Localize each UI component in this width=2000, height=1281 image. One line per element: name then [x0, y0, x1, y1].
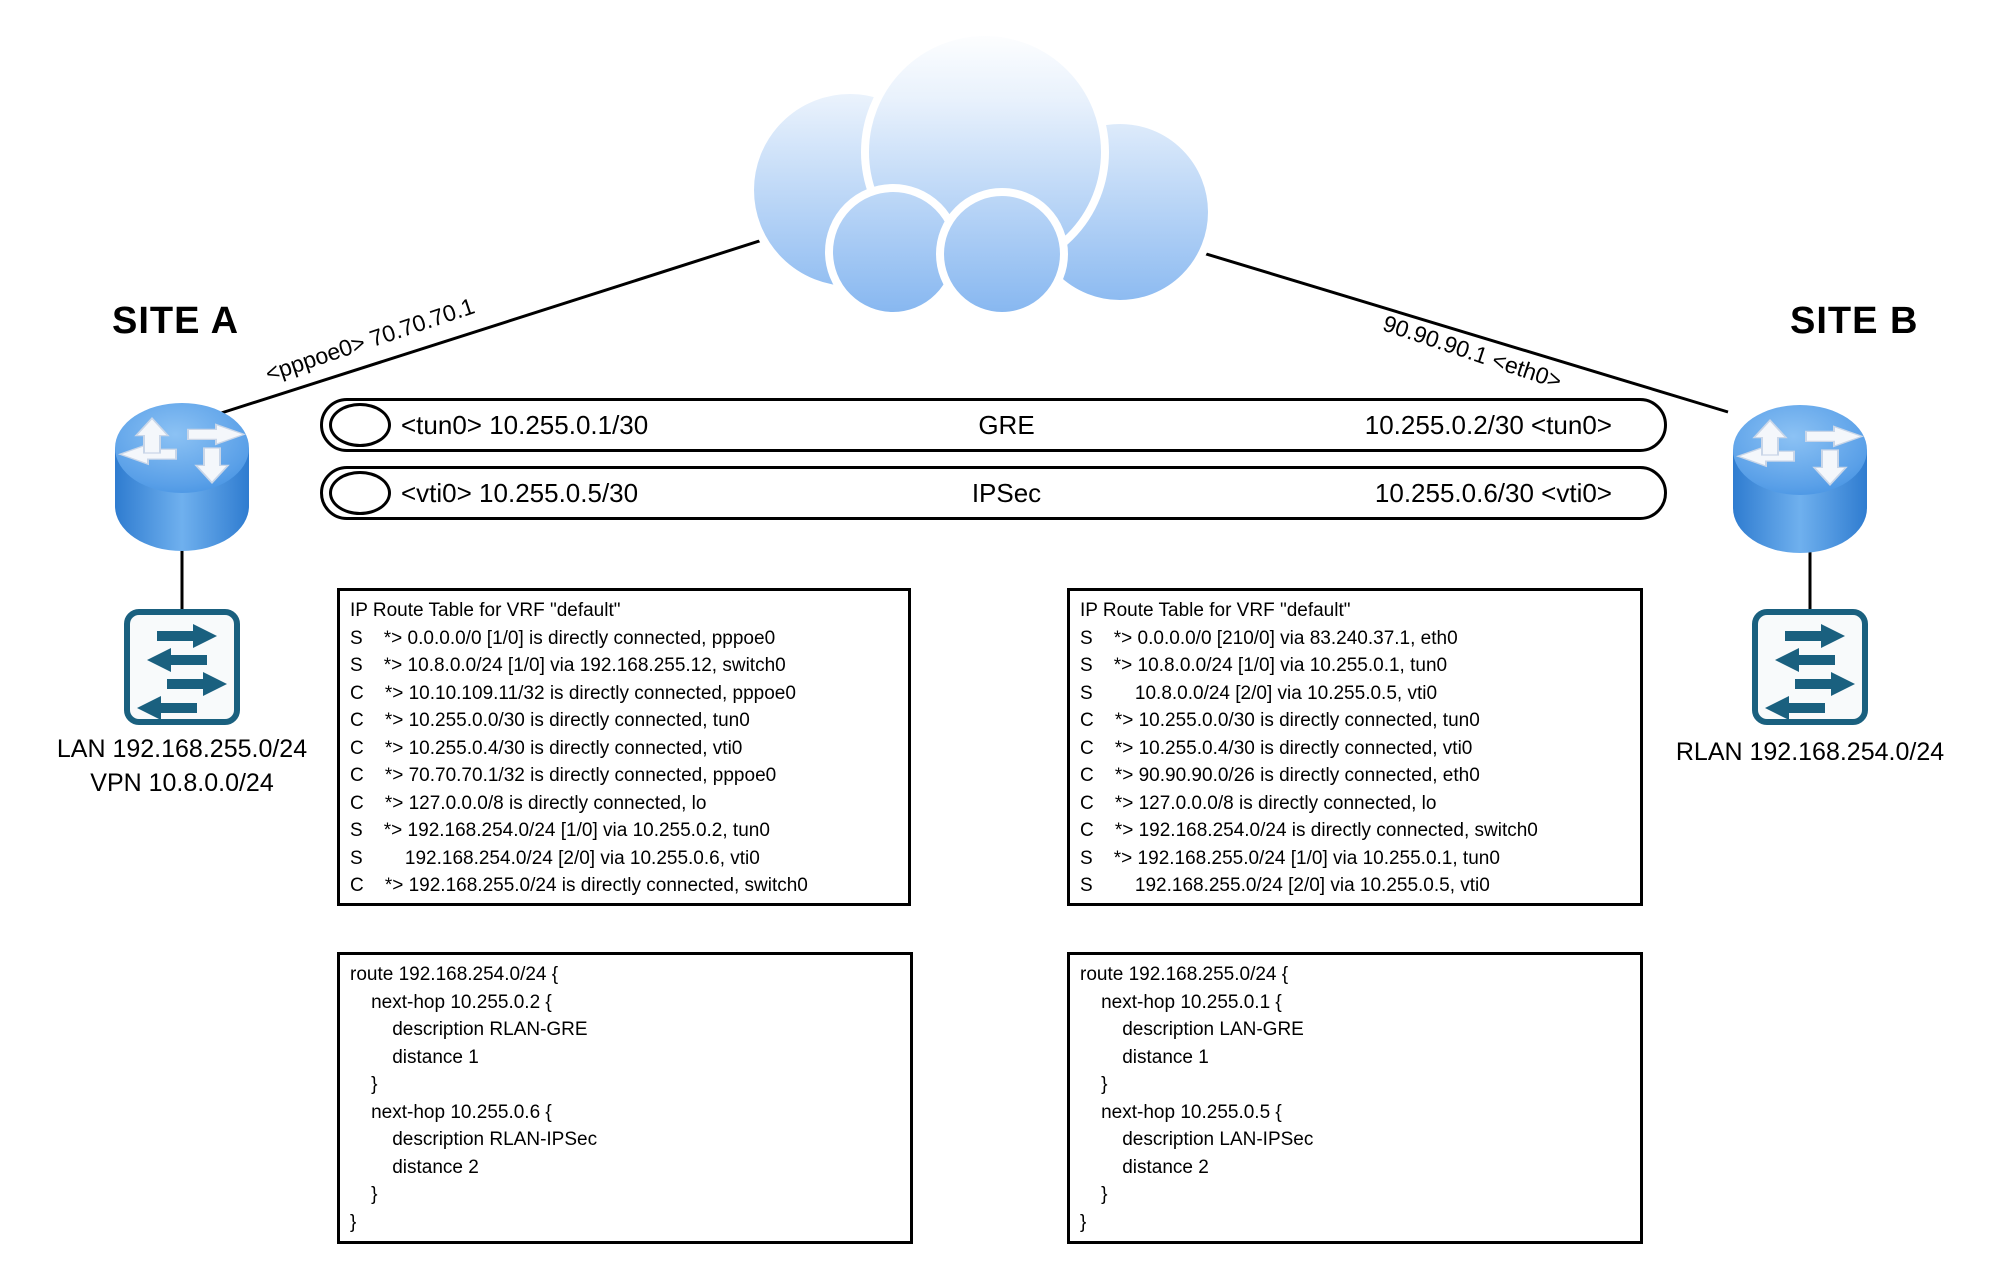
config-line: distance 2	[1080, 1156, 1209, 1178]
route-row: S *> 10.8.0.0/24 [1/0] via 192.168.255.12, switch0	[350, 655, 786, 676]
config-line: description LAN-IPSec	[1080, 1129, 1314, 1150]
internet-cloud-icon	[750, 32, 1212, 316]
site-b-lan-labels	[1628, 735, 1992, 769]
route-row: C *> 10.10.109.11/32 is directly connected, pppoe0	[350, 682, 796, 704]
static-route-config-site-a	[337, 952, 913, 1244]
site-a-lan-labels	[0, 732, 364, 800]
config-line: distance 1	[1080, 1046, 1209, 1068]
route-row: S *> 192.168.255.0/24 [1/0] via 10.255.0.1, tun0	[1080, 847, 1500, 869]
config-line: description LAN-GRE	[1080, 1019, 1304, 1040]
gre-left-endpoint: <tun0> 10.255.0.1/30	[401, 409, 649, 440]
config-line: route 192.168.254.0/24 {	[350, 964, 559, 985]
route-row: S *> 0.0.0.0/0 [1/0] is directly connected, pppoe0	[350, 627, 776, 649]
router-icon-site-b	[1733, 405, 1867, 553]
ipsec-right-endpoint: 10.255.0.6/30 <vti0>	[1374, 477, 1612, 508]
config-line: next-hop 10.255.0.5 {	[1080, 1101, 1282, 1123]
static-route-config-site-b	[1067, 952, 1643, 1244]
site-a-title: SITE A	[112, 300, 240, 342]
gre-right-endpoint: 10.255.0.2/30 <tun0>	[1364, 409, 1612, 440]
route-row: S 192.168.255.0/24 [2/0] via 10.255.0.5, vti0	[1080, 875, 1490, 896]
tunnel-endpoint-cap	[329, 403, 391, 447]
config-line: description RLAN-GRE	[350, 1019, 588, 1040]
route-row: S *> 192.168.254.0/24 [1/0] via 10.255.0.2, tun0	[350, 820, 770, 841]
route-row: C *> 127.0.0.0/8 is directly connected, lo	[350, 792, 707, 814]
route-row: C *> 70.70.70.1/32 is directly connected, pppoe0	[350, 765, 777, 786]
route-table-rows	[1080, 625, 1630, 900]
route-row: C *> 10.255.0.4/30 is directly connected, vti0	[350, 737, 743, 759]
ipsec-tunnel-pipe	[320, 466, 1667, 520]
config-line: }	[350, 1184, 378, 1205]
config-line: description RLAN-IPSec	[350, 1129, 598, 1150]
tunnel-endpoint-cap	[329, 471, 391, 515]
config-line: distance 1	[350, 1046, 479, 1068]
route-row: C *> 90.90.90.0/26 is directly connected, eth0	[1080, 765, 1480, 786]
ipsec-left-endpoint: <vti0> 10.255.0.5/30	[401, 477, 639, 508]
route-row: S 10.8.0.0/24 [2/0] via 10.255.0.5, vti0	[1080, 682, 1438, 704]
site-a-lan-label: LAN 192.168.255.0/24	[56, 735, 308, 763]
ipsec-tunnel-label: IPSec	[971, 477, 1042, 508]
site-b-rlan-label: RLAN 192.168.254.0/24	[1675, 738, 1945, 766]
site-a-wan-interface-label: <pppoe0> 70.70.70.1	[262, 292, 478, 387]
site-b-wan-interface-label: 90.90.90.1 <eth0>	[1379, 310, 1566, 394]
route-table-title: IP Route Table for VRF "default"	[350, 600, 621, 621]
config-line: next-hop 10.255.0.1 {	[1080, 991, 1282, 1013]
config-lines	[350, 961, 900, 1236]
config-line: distance 2	[350, 1156, 479, 1178]
route-row: C *> 10.255.0.0/30 is directly connected, tun0	[1080, 710, 1480, 731]
config-line: }	[1080, 1184, 1108, 1205]
gre-tunnel-label: GRE	[978, 409, 1035, 440]
config-lines	[1080, 961, 1630, 1236]
route-table-site-a	[337, 588, 911, 906]
route-row: S 192.168.254.0/24 [2/0] via 10.255.0.6, vti0	[350, 847, 760, 869]
config-line: next-hop 10.255.0.2 {	[350, 991, 552, 1013]
route-row: C *> 192.168.254.0/24 is directly connected, switch0	[1080, 820, 1538, 841]
config-line: route 192.168.255.0/24 {	[1080, 964, 1289, 985]
route-row: C *> 10.255.0.0/30 is directly connected, tun0	[350, 710, 750, 731]
site-a-vpn-label: VPN 10.8.0.0/24	[90, 769, 274, 797]
config-line: }	[350, 1211, 357, 1233]
route-table-rows	[350, 625, 898, 900]
route-table-title: IP Route Table for VRF "default"	[1080, 600, 1351, 621]
config-line: }	[1080, 1211, 1087, 1233]
route-row: S *> 10.8.0.0/24 [1/0] via 10.255.0.1, tun0	[1080, 655, 1448, 676]
config-line: next-hop 10.255.0.6 {	[350, 1101, 552, 1123]
switch-icon-site-a	[127, 612, 237, 722]
switch-icon-site-b	[1755, 612, 1865, 722]
route-row: C *> 10.255.0.4/30 is directly connected, vti0	[1080, 737, 1473, 759]
wan-link-site-a	[215, 228, 800, 415]
gre-tunnel-pipe	[320, 398, 1667, 452]
wan-link-site-b	[1160, 240, 1728, 412]
route-table-site-b	[1067, 588, 1643, 906]
site-b-title: SITE B	[1790, 300, 1919, 342]
config-line: }	[1080, 1074, 1108, 1095]
route-row: C *> 192.168.255.0/24 is directly connected, switch0	[350, 875, 808, 896]
config-line: }	[350, 1074, 378, 1095]
route-row: S *> 0.0.0.0/0 [210/0] via 83.240.37.1, eth0	[1080, 627, 1458, 649]
route-row: C *> 127.0.0.0/8 is directly connected, lo	[1080, 792, 1437, 814]
router-icon-site-a	[115, 403, 249, 551]
